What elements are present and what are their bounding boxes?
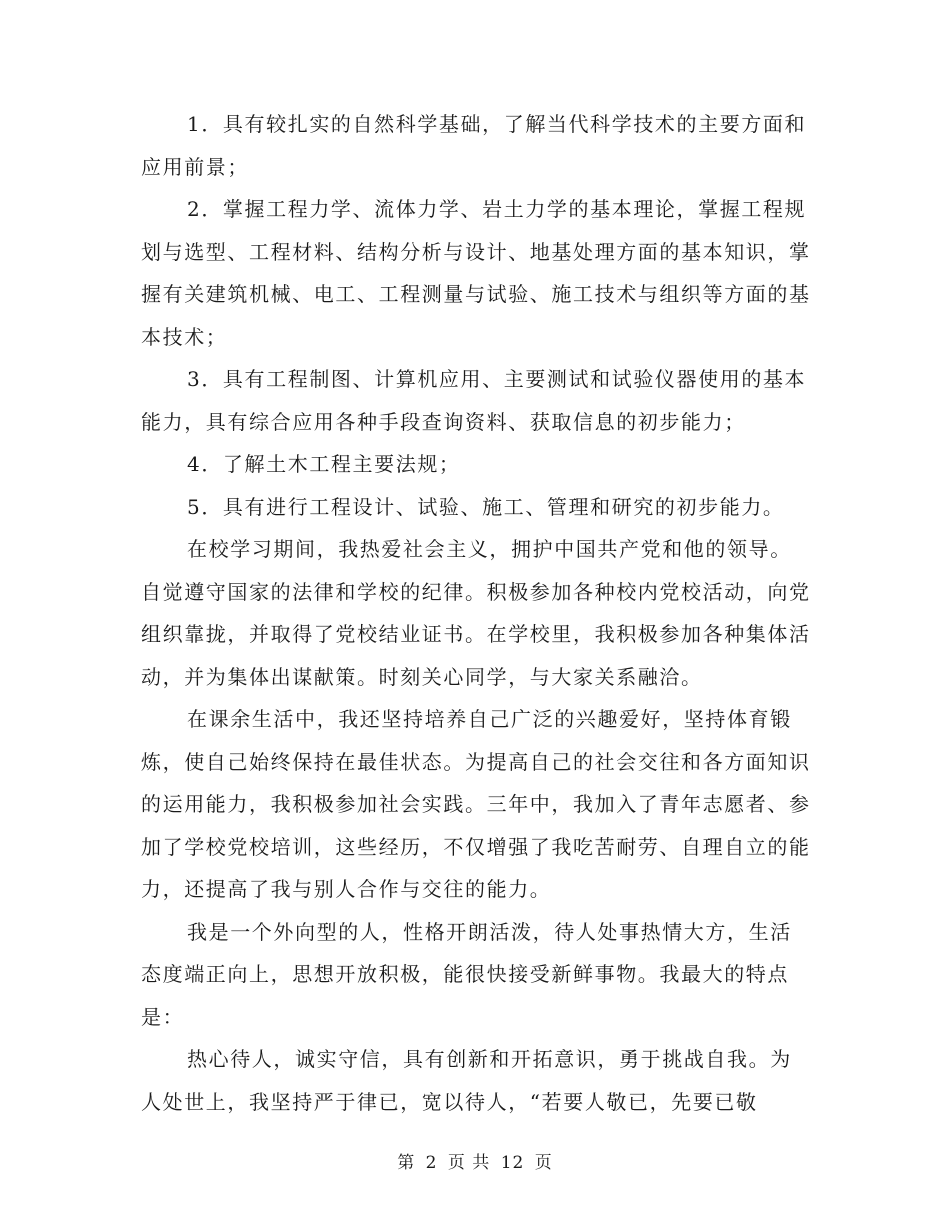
paragraph-personality: 我是一个外向型的人，性格开朗活泼，待人处事热情大方，生活态度端正向上，思想开放积极，能很快接受新鲜事物。我最大的特点是： <box>141 919 792 1029</box>
document-body <box>141 103 811 1123</box>
footer-middle: 页 共 <box>447 1153 491 1173</box>
paragraph-requirement-5: 5．具有进行工程设计、试验、施工、管理和研究的初步能力。 <box>187 494 785 519</box>
footer-suffix: 页 <box>534 1153 553 1173</box>
paragraph-extracurricular: 在课余生活中，我还坚持培养自己广泛的兴趣爱好，坚持体育锻炼，使自己始终保持在最佳状态。为提高自己的社会交往和各方面知识的运用能力，我积极参加社会实践。三年中，我加入了青年志愿者、参加了学校党校培训，这些经历，不仅增强了我吃苦耐劳、自理自立的能力，还提高了我与别人合作与交往的能力。 <box>141 707 811 901</box>
paragraph-school-conduct: 在校学习期间，我热爱社会主义，拥护中国共产党和他的领导。自觉遵守国家的法律和学校的纪律。积极参加各种校内党校活动，向党组织靠拢，并取得了党校结业证书。在学校里，我积极参加各种集体活动，并为集体出谋献策。时刻关心同学，与大家关系融洽。 <box>141 537 811 689</box>
footer-prefix: 第 <box>397 1153 416 1173</box>
paragraph-requirement-1: 1．具有较扎实的自然科学基础，了解当代科学技术的主要方面和应用前景； <box>141 112 807 179</box>
paragraph-requirement-4: 4．了解土木工程主要法规； <box>187 452 461 476</box>
page-footer <box>0 1148 950 1173</box>
paragraph-traits: 热心待人，诚实守信，具有创新和开拓意识，勇于挑战自我。为人处世上，我坚持严于律已，宽以待人，“若要人敬已，先要已敬 <box>141 1047 792 1114</box>
paragraph-requirement-3: 3．具有工程制图、计算机应用、主要测试和试验仪器使用的基本能力，具有综合应用各种手段查询资料、获取信息的初步能力； <box>141 367 807 434</box>
paragraph-requirement-2: 2．掌握工程力学、流体力学、岩土力学的基本理论，掌握工程规划与选型、工程材料、结构分析与设计、地基处理方面的基本知识，掌握有关建筑机械、电工、工程测量与试验、施工技术与组织等方面的基本技术； <box>141 197 811 349</box>
footer-total-pages: 12 <box>500 1153 525 1173</box>
footer-current-page: 2 <box>425 1153 438 1173</box>
